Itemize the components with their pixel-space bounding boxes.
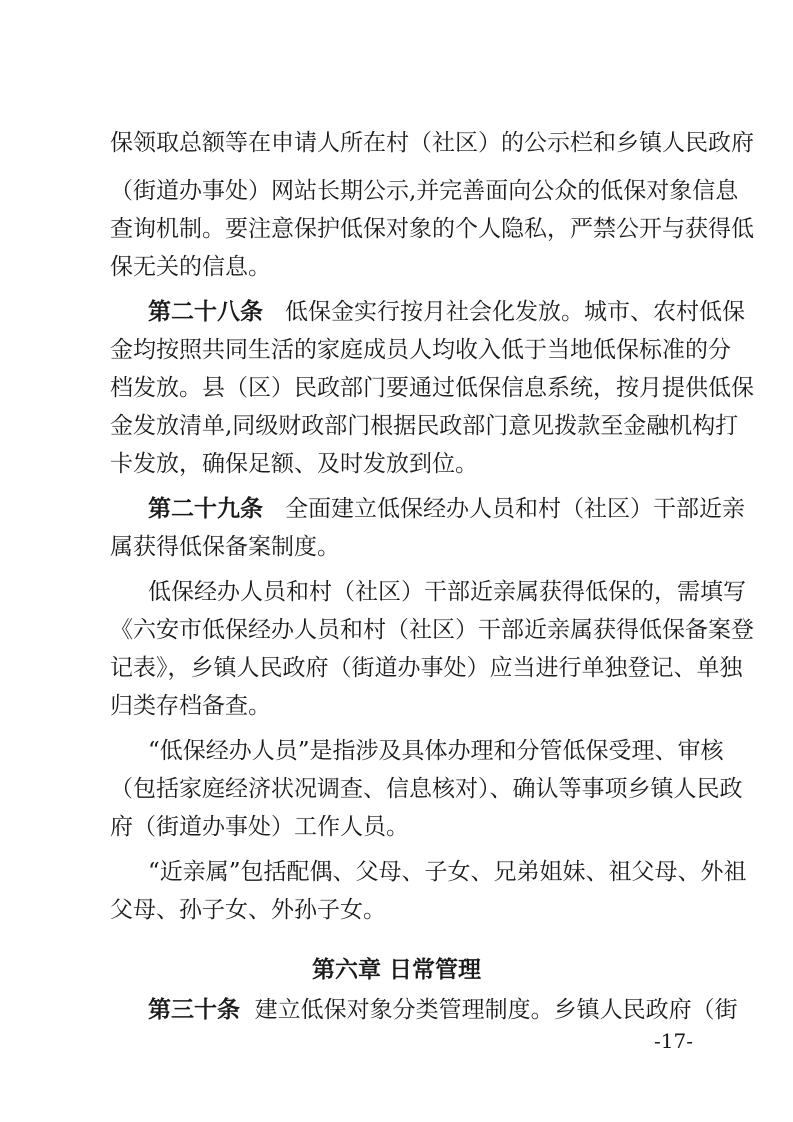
paragraph-line: “近亲属”包括配偶、父母、子女、兄弟姐妹、祖父母、外祖	[148, 859, 747, 885]
article-30-line	[110, 995, 738, 1025]
chapter-heading: 第六章 日常管理	[311, 957, 481, 983]
article-29-label: 第二十九条	[148, 496, 263, 522]
paragraph-line: 金均按照共同生活的家庭成员人均收入低于当地低保标准的分	[110, 337, 731, 363]
paragraph-line: （街道办事处）网站长期公示,并完善面向公众的低保对象信息	[110, 178, 739, 204]
paragraph-line: （包括家庭经济状况调查、信息核对）、确认等事项乡镇人民政	[110, 776, 743, 802]
paragraph-line: 保无关的信息。	[110, 254, 271, 280]
paragraph-line: 保领取总额等在申请人所在村（社区）的公示栏和乡镇人民政府	[110, 130, 754, 156]
paragraph-line: 府（街道办事处）工作人员。	[110, 814, 409, 840]
paragraph-line: 金发放清单,同级财政部门根据民政部门意见拨款至金融机构打	[110, 413, 739, 439]
paragraph-line: 归类存档备查。	[110, 693, 271, 719]
article-28-text: 低保金实行按月社会化发放。城市、农村低保	[284, 299, 745, 325]
paragraph-line: 卡发放，确保足额、及时发放到位。	[110, 451, 478, 477]
article-29-text: 全面建立低保经办人员和村（社区）干部近亲	[284, 496, 745, 522]
article-29-line	[110, 494, 745, 524]
paragraph-line: 父母、孙子女、外孙子女。	[110, 897, 386, 923]
paragraph-line: 档发放。县（区）民政部门要通过低保信息系统，按月提供低保	[110, 375, 754, 401]
paragraph-line: 记表》，乡镇人民政府（街道办事处）应当进行单独登记、单独	[110, 655, 743, 681]
page-number: -17-	[654, 1029, 693, 1053]
paragraph-line: 《六安市低保经办人员和村（社区）干部近亲属获得低保备案登	[110, 617, 754, 643]
paragraph-line: 低保经办人员和村（社区）干部近亲属获得低保的，需填写	[148, 579, 746, 605]
paragraph-line: 属获得低保备案制度。	[110, 534, 340, 560]
article-28-line	[110, 297, 745, 327]
article-28-label: 第二十八条	[148, 299, 263, 325]
article-30-label: 第三十条	[148, 997, 240, 1023]
paragraph-line: 查询机制。要注意保护低保对象的个人隐私，严禁公开与获得低	[110, 216, 754, 242]
article-30-text: 建立低保对象分类管理制度。乡镇人民政府（街	[254, 997, 738, 1023]
paragraph-line: “低保经办人员”是指涉及具体办理和分管低保受理、审核	[148, 738, 724, 764]
